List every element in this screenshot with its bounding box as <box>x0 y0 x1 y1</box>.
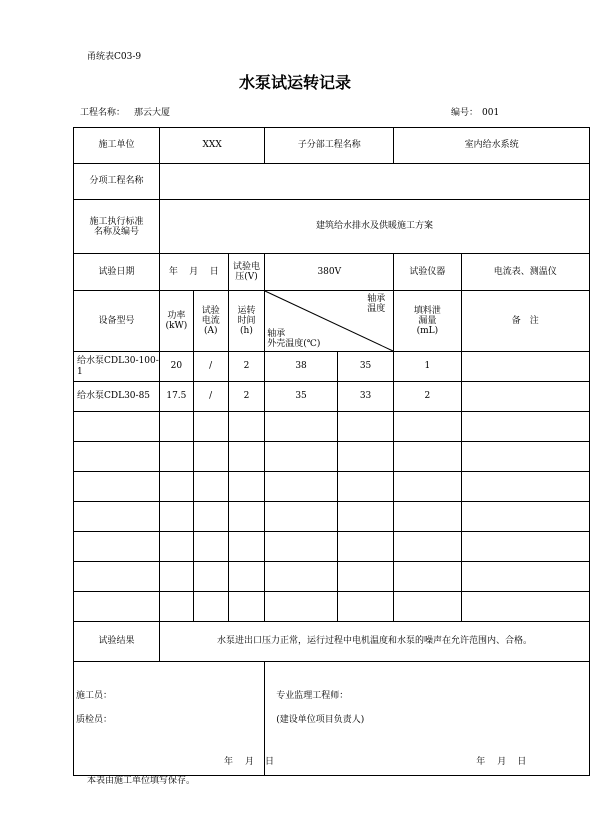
sign-right <box>265 662 590 776</box>
col-header-runtime-line3: (h) <box>240 326 253 336</box>
table-row <box>74 352 590 382</box>
footnote: 本表由施工单位填写保存。 <box>87 776 196 786</box>
cell-leak: 1 <box>394 352 461 382</box>
standard-label <box>74 200 160 254</box>
empty-row <box>74 412 590 442</box>
test-date-label: 试验日期 <box>74 254 160 291</box>
inspector-label: 质检员： <box>76 715 113 725</box>
col-header-remarks: 备 注 <box>461 291 589 352</box>
cell-remarks <box>461 352 589 382</box>
cell-leak: 2 <box>394 382 461 412</box>
cell-shell-temp: 38 <box>265 352 338 382</box>
test-date-value <box>159 254 228 291</box>
voltage-label-line2: 压(V) <box>235 272 258 282</box>
empty-row <box>74 472 590 502</box>
test-date-month: 月 <box>189 266 199 277</box>
diag-top-line1: 轴承 <box>367 294 386 304</box>
col-header-current-line1: 试验 <box>201 306 220 316</box>
sign-right-year: 年 <box>476 757 486 767</box>
col-header-power <box>159 291 193 352</box>
cell-runtime: 2 <box>228 382 265 412</box>
cell-power: 17.5 <box>159 382 193 412</box>
test-date-year: 年 <box>168 266 178 277</box>
voltage-label <box>228 254 265 291</box>
voltage-label-line1: 试验电 <box>232 262 260 272</box>
number-value: 001 <box>482 108 500 118</box>
empty-row <box>74 502 590 532</box>
empty-row <box>74 442 590 472</box>
col-header-current <box>193 291 228 352</box>
instrument-label: 试验仪器 <box>394 254 461 291</box>
result-value: 水泵进出口压力正常，运行过程中电机温度和水泵的噪声在允许范围内、合格。 <box>159 622 589 662</box>
voltage-value: 380V <box>265 254 394 291</box>
supervisor-note: (建设单位项目负责人) <box>276 715 365 725</box>
col-header-leak-line2: 漏量 <box>418 316 437 326</box>
cell-bearing-temp: 35 <box>337 352 393 382</box>
sign-left-year: 年 <box>224 757 234 767</box>
standard-label-line1: 施工执行标准 <box>89 216 144 227</box>
sign-right-month: 月 <box>497 757 507 767</box>
instrument-value: 电流表、测温仪 <box>461 254 589 291</box>
unit-value: XXX <box>159 128 264 164</box>
col-header-runtime-line2: 时间 <box>237 316 256 326</box>
sign-left-month: 月 <box>245 757 255 767</box>
col-header-model: 设备型号 <box>74 291 160 352</box>
col-header-leak-line1: 填料泄 <box>413 306 441 316</box>
project-name-label: 工程名称： <box>80 108 126 118</box>
empty-row <box>74 532 590 562</box>
col-header-leak <box>394 291 461 352</box>
col-header-temperature <box>265 291 394 352</box>
number-label: 编号： <box>451 108 479 118</box>
subsection-label: 子分部工程名称 <box>265 128 394 164</box>
test-date-day: 日 <box>209 266 219 277</box>
cell-current: / <box>193 382 228 412</box>
subsection-value: 室内给水系统 <box>394 128 590 164</box>
col-header-current-line2: 电流 <box>201 316 220 326</box>
sign-right-day: 日 <box>517 757 527 767</box>
unit-label: 施工单位 <box>74 128 160 164</box>
sign-left-day: 日 <box>265 757 275 767</box>
col-header-leak-line3: (mL) <box>416 326 439 336</box>
subitem-value <box>159 164 589 200</box>
project-name-value: 那云大厦 <box>134 108 171 118</box>
subitem-label: 分项工程名称 <box>74 164 160 200</box>
col-header-power-line1: 功率 <box>167 311 186 321</box>
col-header-power-line2: (kW) <box>165 321 188 331</box>
standard-value: 建筑给水排水及供暖施工方案 <box>159 200 589 254</box>
supervisor-label: 专业监理工程师： <box>276 691 349 701</box>
sign-left <box>74 662 275 776</box>
form-code: 甬统表C03-9 <box>87 52 142 62</box>
col-header-runtime <box>228 291 265 352</box>
cell-remarks <box>461 382 589 412</box>
record-table <box>73 127 590 776</box>
cell-shell-temp: 35 <box>265 382 338 412</box>
diag-bottom-line1: 轴承 <box>267 329 286 339</box>
cell-model: 给水泵CDL30-85 <box>74 382 160 412</box>
diag-bottom-line2: 外壳温度(℃) <box>267 339 321 349</box>
col-header-current-line3: (A) <box>203 326 218 336</box>
cell-bearing-temp: 33 <box>337 382 393 412</box>
constructor-label: 施工员： <box>76 691 113 701</box>
standard-label-line2: 名称及编号 <box>93 226 139 237</box>
empty-row <box>74 592 590 622</box>
cell-power: 20 <box>159 352 193 382</box>
diag-top-line2: 温度 <box>367 304 386 314</box>
page-title: 水泵试运转记录 <box>238 73 351 92</box>
cell-model: 给水泵CDL30-100-1 <box>74 352 160 382</box>
result-label: 试验结果 <box>74 622 160 662</box>
cell-current: / <box>193 352 228 382</box>
col-header-runtime-line1: 运转 <box>237 306 256 316</box>
empty-row <box>74 562 590 592</box>
cell-runtime: 2 <box>228 352 265 382</box>
table-row <box>74 382 590 412</box>
